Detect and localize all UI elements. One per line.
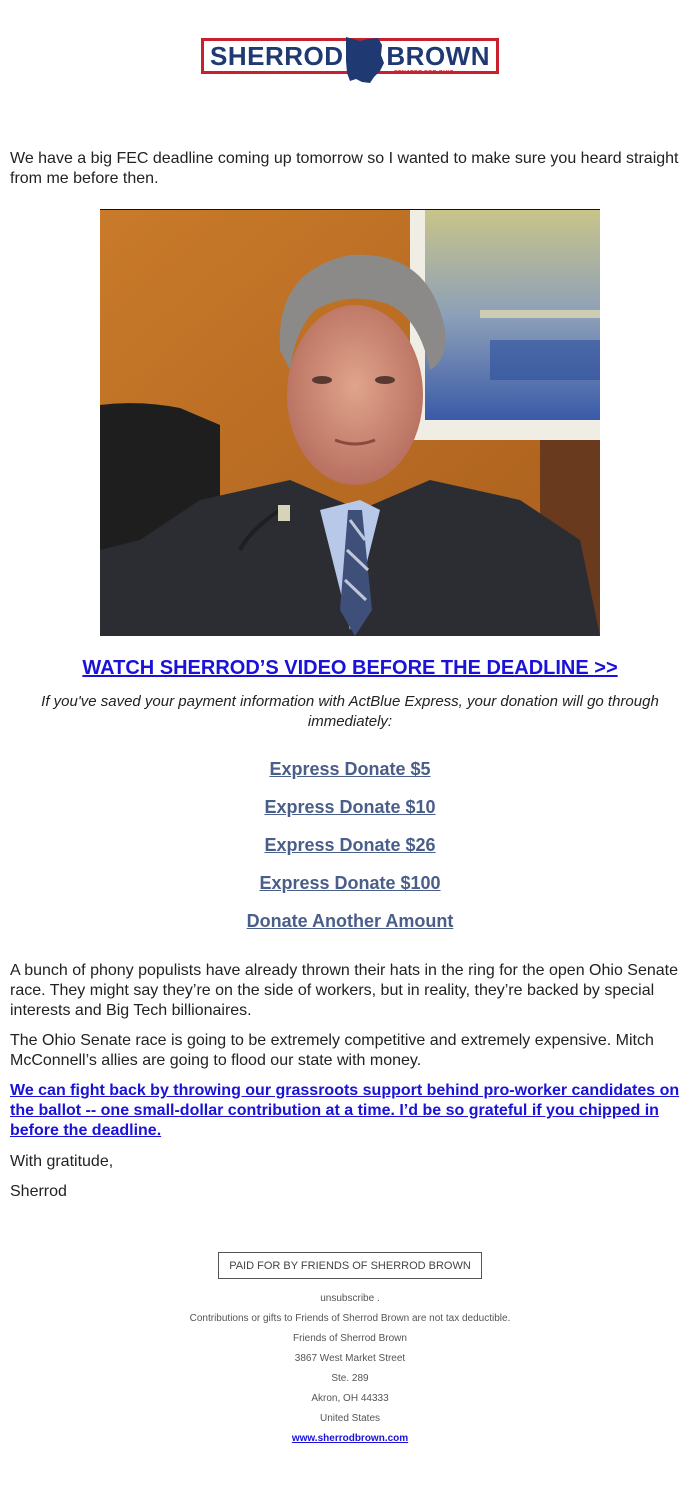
express-note: If you've saved your payment information with ActBlue Express, your donation will go through immediately: xyxy=(41,693,659,730)
video-thumbnail[interactable] xyxy=(100,209,600,636)
body-paragraph-1: A bunch of phony populists have already thrown their hats in the ring for the open Ohio Senate race. They might say they’re on the side of workers, but in reality, they’re backed by special interests and Big Tech billionaires. xyxy=(10,962,678,1019)
logo-container xyxy=(0,38,700,90)
org-name: Friends of Sherrod Brown xyxy=(293,1333,407,1344)
intro-text: We have a big FEC deadline coming up tomorrow so I wanted to make sure you heard straight from me before then. xyxy=(10,150,679,187)
paid-for-disclaimer: PAID FOR BY FRIENDS OF SHERROD BROWN xyxy=(218,1252,482,1279)
footer xyxy=(0,1289,700,1449)
ohio-state-icon xyxy=(342,35,390,87)
video-still-icon xyxy=(100,210,600,636)
street-address: 3867 West Market Street xyxy=(294,1353,406,1364)
unsubscribe-link[interactable]: unsubscribe . xyxy=(320,1293,380,1304)
tax-disclaimer: Contributions or gifts to Friends of Sherrod Brown are not tax deductible. xyxy=(189,1313,511,1324)
watch-video-link[interactable]: WATCH SHERROD’S VIDEO BEFORE THE DEADLINE >> xyxy=(82,657,618,679)
signoff: With gratitude, xyxy=(10,1153,114,1170)
donate-another-amount-link[interactable]: Donate Another Amount xyxy=(246,911,454,931)
express-donate-26-link[interactable]: Express Donate $26 xyxy=(264,835,436,855)
country: United States xyxy=(319,1413,381,1424)
donate-cta-link[interactable]: We can fight back by throwing our grassroots support behind pro-worker candidates on the ballot -- one small-dollar contribution at a time. I’d be so grateful if you chipped in before the deadline. xyxy=(10,1082,680,1139)
donate-links xyxy=(0,757,700,947)
logo-word-left: SHERROD xyxy=(210,41,344,71)
logo-word-right: BROWN xyxy=(386,41,490,71)
express-donate-10-link[interactable]: Express Donate $10 xyxy=(264,797,436,817)
logo-subtitle: SENATOR FOR OHIO xyxy=(394,70,454,76)
suite-address: Ste. 289 xyxy=(331,1373,369,1384)
signature-name: Sherrod xyxy=(10,1183,67,1200)
campaign-logo[interactable] xyxy=(201,38,499,74)
express-donate-5-link[interactable]: Express Donate $5 xyxy=(269,759,431,779)
body-paragraph-2: The Ohio Senate race is going to be extremely competitive and extremely expensive. Mitch McConnell’s allies are going to flood our state with money. xyxy=(10,1032,654,1069)
website-link[interactable]: www.sherrodbrown.com xyxy=(291,1433,409,1444)
city-address: Akron, OH 44333 xyxy=(311,1393,389,1404)
express-donate-100-link[interactable]: Express Donate $100 xyxy=(259,873,441,893)
